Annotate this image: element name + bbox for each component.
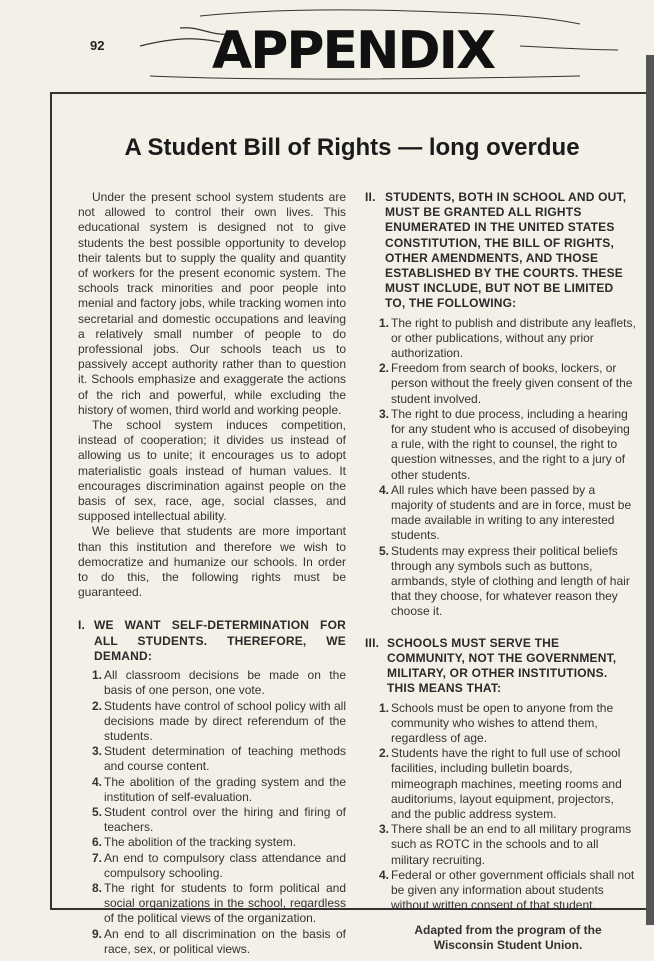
section-1 [78,618,346,956]
right-column [365,190,637,953]
list-item: 3. Student determination of teaching methods and course content. [92,744,346,774]
section-heading: II. STUDENTS, BOTH IN SCHOOL AND OUT, MUST BE GRANTED ALL RIGHTS ENUMERATED IN THE UNITED STATES CONSTITUTION, THE BILL OF RIGHTS, OTHER AMENDMENTS, AND THOSE ESTABLISHED BY THE COURTS. THESE MUST INCLUDE, BUT NOT BE LIMITED TO, THE FOLLOWING: [365,190,627,311]
handwritten-appendix-title [140,6,620,84]
section-3 [365,636,637,914]
section-heading: III. SCHOOLS MUST SERVE THE COMMUNITY, NOT THE GOVERNMENT, MILITARY, OR OTHER INSTITUTIONS. THIS MEANS THAT: [365,635,617,696]
list-item: 1. All classroom decisions be made on the basis of one person, one vote. [92,668,346,698]
section-heading: I. WE WANT SELF-DETERMINATION FOR ALL STUDENTS. THEREFORE, WE DEMAND: [78,618,346,663]
page-title: A Student Bill of Rights — long overdue [124,134,580,161]
list-item: 1. The right to publish and distribute any leaflets, or other publications, without any prior authorization. [379,315,636,361]
list-item: 6. The abolition of the tracking system. [92,835,297,850]
scanned-page-edge [646,55,654,925]
list-item: 4. All rules which have been passed by a majority of students and are in force, must be made available in writing to any interested students. [379,482,632,543]
list-item: 3. The right to due process, including a hearing for any student who is accused of disobeying a rule, with the right to counsel, the right to question witnesses, and the right to a jury of other students. [379,406,630,482]
list-item: 3. There shall be an end to all military programs such as ROTC in the schools and to all military recruiting. [379,822,632,867]
section-list [365,316,637,620]
list-item: 5. Students may express their political beliefs through any symbols such as buttons, armbands, style of clothing and length of hair that they choose, for whatever reason they choose it. [379,543,630,619]
list-item: 8. The right for students to form political and social organizations in the school, regardless of the political views of the organization. [92,880,346,926]
left-column [78,190,346,957]
intro-paragraph: The school system induces competition, instead of cooperation; it divides us instead of allowing us to unite; it encourages us to adopt materialistic goals instead of human values. It encourages discrimination against people on the basis of sex, race, age, social classes, and supposed intellectual ability. [78,418,346,524]
page-number: 92 [90,38,105,53]
list-item: 4. The abolition of the grading system and the institution of self-evaluation. [92,774,346,804]
list-item: 7. An end to compulsory class attendance and compulsory schooling. [92,850,346,880]
appendix-title-text: APPENDIX [212,21,495,81]
intro-paragraph: Under the present school system students are not allowed to control their own lives. This educational system is designed not to give students the best possible opportunity to develop their talents but to supply the quality and quantity of workers for the present economic system. The schools track minorities and poor people into menial and factory jobs, while tracking women into secretarial and domestic occupations and leaving a relatively small number of people to do professional jobs. Our schools teach us to passively accept authority rather than to question it. Schools emphasize and exaggerate the actions of the rich and powerful, while excluding the history of women, third world and working people. [78,190,346,417]
list-item: 2. Students have control of school policy with all decisions made by direct referendum of the students. [92,698,346,743]
list-item: 2. Students have the right to full use of school facilities, including bulletin boards, mimeograph machines, meeting rooms and auditoriums, layout equipment, projectors, and the public address system. [379,746,622,821]
list-item: 5. Student control over the hiring and firing of teachers. [92,804,346,835]
list-item: 9. An end to all discrimination on the basis of race, sex, or political views. [92,926,346,956]
list-item: 4. Federal or other government officials shall not be given any information about students without written consent of that student. [379,867,635,913]
section-list [365,701,637,914]
list-item: 1. Schools must be open to anyone from the community who wishes to attend them, regardless of age. [379,700,614,745]
section-list [78,668,346,957]
credit-line: Adapted from the program of the Wisconsin Student Union. [414,923,602,953]
list-item: 2. Freedom from search of books, lockers, or person without the freely given consent of the student involved. [379,361,633,406]
intro-paragraph: We believe that students are more important than this institution and therefore we wish to democratize and humanize our schools. In order to do this, the following rights must be guaranteed. [78,524,346,600]
section-2 [365,190,637,620]
